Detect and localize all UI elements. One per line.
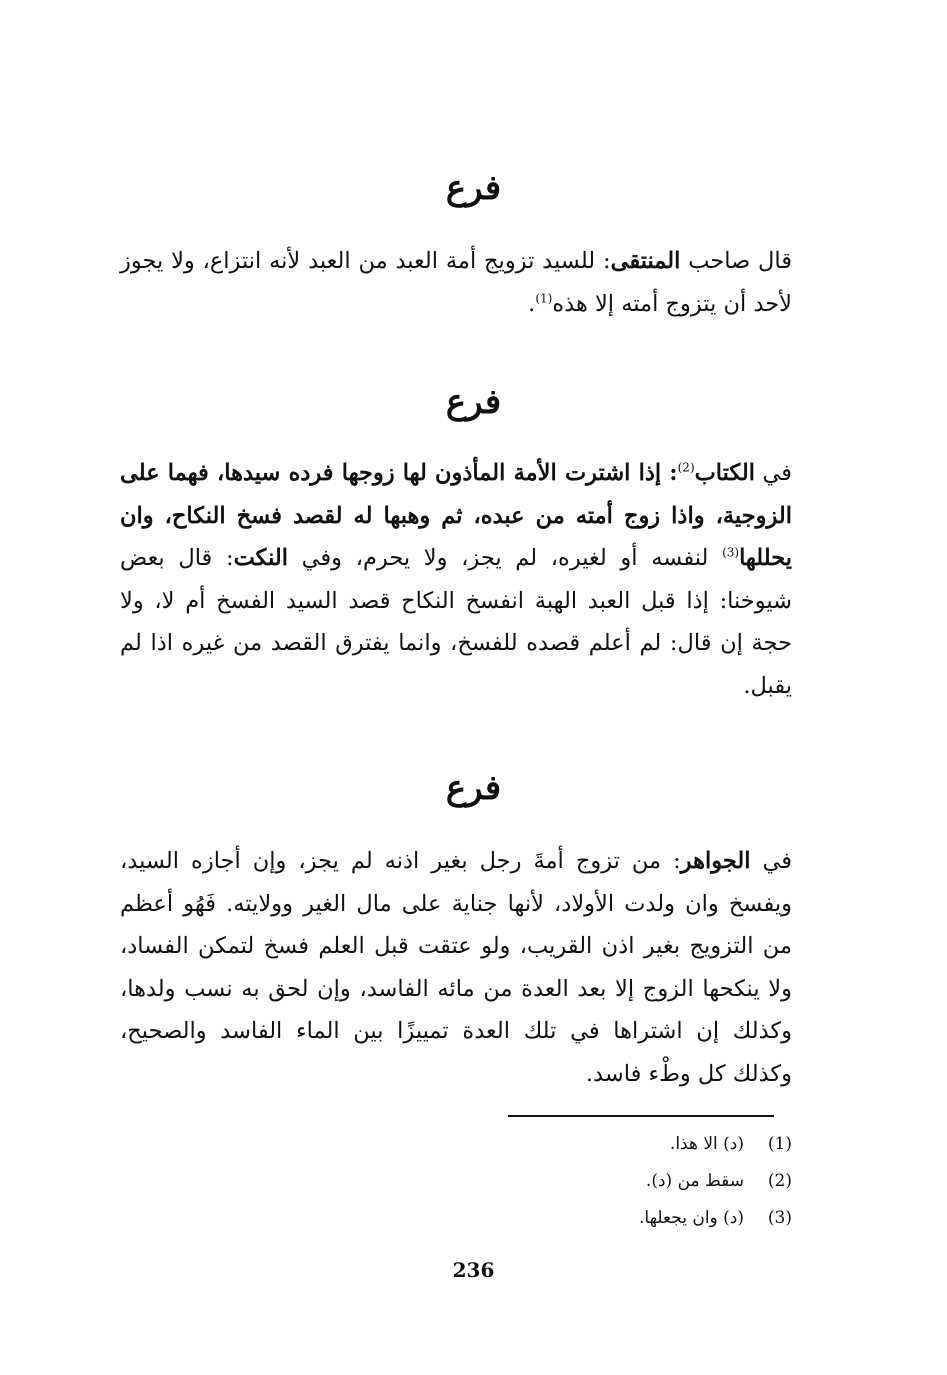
paragraph-text-3: : قال بعض شيوخنا: إذا قبل العبد الهبة انفسخ النكاح قصد السيد الفسخ أم لا، ولا حجة إن قال: لم أعلم قصده للفسخ، وانما يفترق القصد من غيره اذا لم يقبل. (120, 545, 792, 699)
footnote-ref-1: (1) (535, 291, 553, 305)
footnote-divider (508, 1115, 774, 1117)
footnote-number: (1) (767, 1134, 792, 1154)
footnote-number: (2) (767, 1171, 792, 1191)
footnote-text: سقط من (د). (645, 1171, 744, 1191)
page-number: 236 (452, 1258, 495, 1282)
section-heading-3: فرع (445, 768, 502, 808)
source-name: الكتاب (694, 460, 755, 486)
footnote-ref-2: (2) (677, 460, 695, 475)
section-paragraph-2 (120, 452, 792, 707)
footnote-number: (3) (767, 1208, 792, 1228)
section-paragraph-3 (120, 840, 792, 1095)
section-paragraph-1 (120, 240, 792, 325)
footnote-1 (300, 1134, 792, 1154)
footnote-text: (د) الا هذا. (669, 1134, 744, 1154)
paragraph-text-2: لنفسه أو لغيره، لم يجز، ولا يحرم، وفي (288, 545, 723, 571)
paragraph-lead: في (750, 848, 792, 874)
section-heading-2: فرع (445, 382, 502, 422)
paragraph-lead: في (754, 460, 792, 486)
section-heading-1: فرع (445, 168, 502, 208)
paragraph-text-1: : إذا اشترت الأمة المأذون لها زوجها فرده سيدها، فهما على الزوجية، واذا زوج أمته من عبده، ثم وهبها له لقصد فسخ النكاح، وان يحللها (120, 460, 792, 571)
paragraph-tail: . (528, 290, 536, 317)
paragraph-text: : للسيد تزويج أمة العبد من العبد لأنه انتزاع، ولا يجوز لأحد أن يتزوج أمته إلا هذه (120, 248, 792, 317)
source-name-2: النكت (233, 545, 288, 571)
footnote-2 (300, 1171, 792, 1191)
paragraph-text: : من تزوج أمةَ رجل بغير اذنه لم يجز، وإن أجازه السيد، ويفسخ وان ولدت الأولاد، لأنها جناية على مال الغير وولايته. فَهُو أعظم من التزويج بغير اذن القريب، ولو عتقت قبل العلم فسخ لتمكن الفساد، ولا ينكحها الزوج إلا بعد العدة من مائه الفاسد، وإن لحق به نسب ولدها، وكذلك إن اشتراها في تلك العدة تمييزًا بين الماء الفاسد والصحيح، وكذلك كل وطْء فاسد. (120, 848, 792, 1087)
footnote-3 (300, 1208, 792, 1228)
source-name: الجواهر (680, 848, 751, 874)
paragraph-lead: قال صاحب (680, 248, 792, 274)
source-name: المنتقى (610, 248, 681, 274)
footnote-text: (د) وان يجعلها. (638, 1208, 744, 1228)
footnote-ref-3: (3) (722, 545, 740, 560)
